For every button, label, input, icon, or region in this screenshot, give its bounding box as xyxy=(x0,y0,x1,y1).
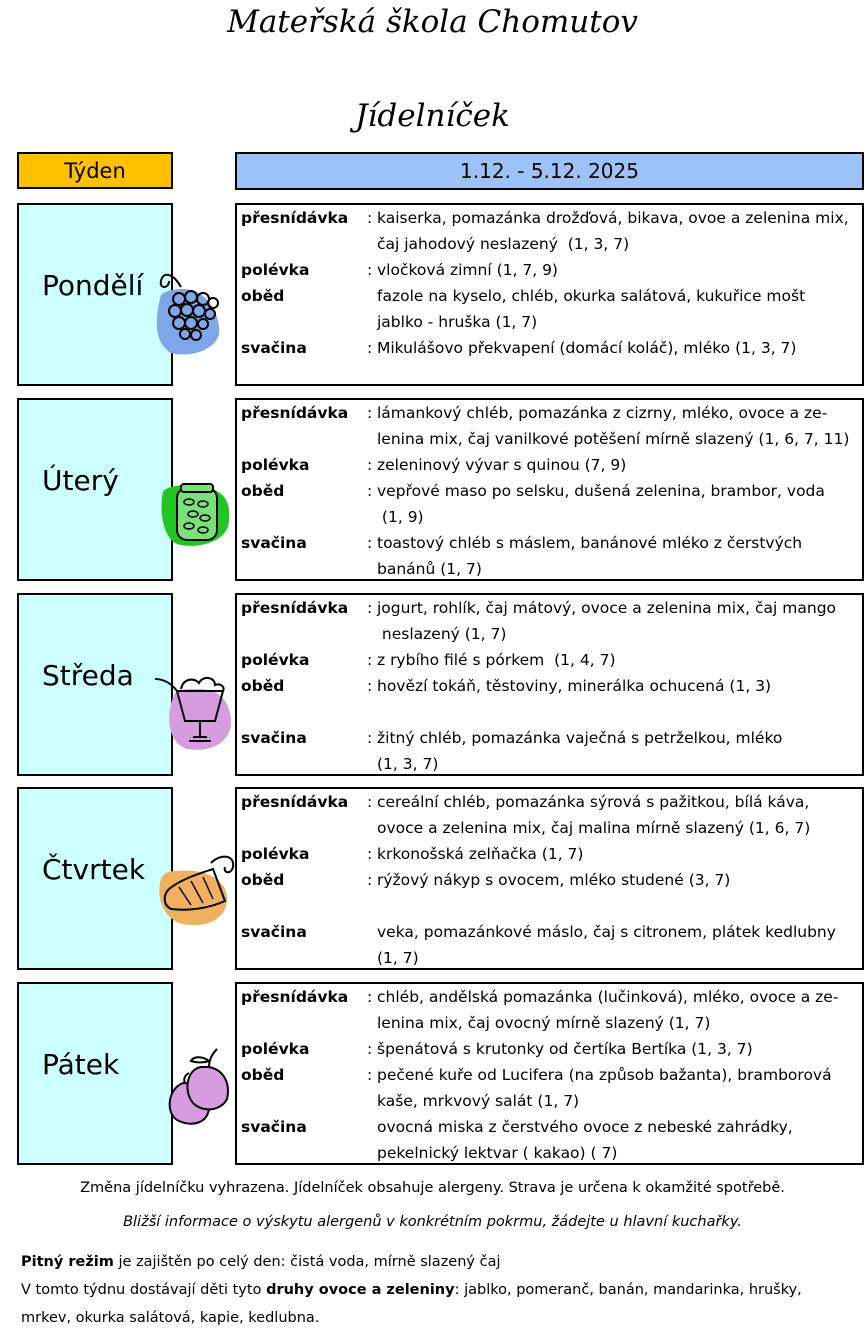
meal-text-line: rýžový nákyp s ovocem, mléko studené (3, 7) xyxy=(377,871,731,889)
meal-text xyxy=(377,789,860,841)
day-1-menu xyxy=(235,203,864,386)
meal-label: polévka xyxy=(241,456,310,474)
meal-text-line: chléb, andělská pomazánka (lučinková), mléko, ovoce a ze- xyxy=(377,988,839,1006)
meal-text-line: fazole na kyselo, chléb, okurka salátová, kukuřice mošt xyxy=(377,287,806,305)
meal-label: přesnídávka xyxy=(241,599,349,617)
meal-colon: : xyxy=(367,871,373,889)
day-5-menu xyxy=(235,982,864,1165)
day-1-box xyxy=(17,203,173,386)
meal-colon: : xyxy=(367,456,373,474)
meal-colon: : xyxy=(367,651,373,669)
meal-text-line: (1, 9) xyxy=(377,508,424,526)
meal-label: svačina xyxy=(241,339,307,357)
drink-regime xyxy=(21,1254,501,1270)
meal-text-line: lenina mix, čaj ovocný mírně slazený (1, 7) xyxy=(377,1014,711,1032)
day-4-menu xyxy=(235,787,864,970)
meal-text-line: jablko - hruška (1, 7) xyxy=(377,313,538,331)
jar-icon xyxy=(157,480,237,554)
meal-text-line: ovoce a zelenina mix, čaj malina mírně slazený (1, 6, 7) xyxy=(377,819,811,837)
meal-colon: : xyxy=(367,729,373,747)
meal-text xyxy=(377,205,860,257)
day-4-box xyxy=(17,787,173,970)
meal-text-line: zeleninový vývar s quinou (7, 9) xyxy=(377,456,627,474)
meal-label: oběd xyxy=(241,1066,285,1084)
meal-label: svačina xyxy=(241,534,307,552)
meal-colon: : xyxy=(367,793,373,811)
meal-text xyxy=(377,1036,860,1062)
meal-text-line: z rybího filé s pórkem (1, 4, 7) xyxy=(377,651,616,669)
meal-colon: : xyxy=(367,404,373,422)
meal-text xyxy=(377,283,860,335)
meal-text-line: ovocná miska z čerstvého ovoce z nebeské zahrádky, xyxy=(377,1118,793,1136)
day-name: Čtvrtek xyxy=(42,853,146,886)
fruit-prefix: V tomto týdnu dostávají děti tyto xyxy=(21,1282,267,1298)
meal-text-line: vločková zimní (1, 7, 9) xyxy=(377,261,558,279)
meal-text-line: lámankový chléb, pomazánka z cizrny, mléko, ovoce a ze- xyxy=(377,404,828,422)
meal-text-line: (1, 7) xyxy=(377,949,419,967)
week-label: Týden xyxy=(17,152,173,189)
meal-text xyxy=(377,400,860,452)
meal-text xyxy=(377,452,860,478)
meal-text xyxy=(377,673,860,699)
meal-text-line: jogurt, rohlík, čaj mátový, ovoce a zelenina mix, čaj mango xyxy=(377,599,837,617)
meal-colon: : xyxy=(367,482,373,500)
school-name: Mateřská škola Chomutov xyxy=(227,4,638,40)
meal-text xyxy=(377,1062,860,1114)
meal-text xyxy=(377,530,860,582)
day-5-box xyxy=(17,982,173,1165)
meal-text-line: lenina mix, čaj vanilkové potěšení mírně slazený (1, 6, 7, 11) xyxy=(377,430,850,448)
meal-label: oběd xyxy=(241,482,285,500)
meal-text-line: kaše, mrkvový salát (1, 7) xyxy=(377,1092,580,1110)
menu-notice: Změna jídelníčku vyhrazena. Jídelníček obsahuje alergeny. Strava je určena k okamžité spotřebě. xyxy=(80,1180,785,1196)
meal-label: svačina xyxy=(241,1118,307,1136)
meal-text-line: banánů (1, 7) xyxy=(377,560,482,578)
meal-text-line: kaiserka, pomazánka drožďová, bikava, ovoe a zelenina mix, xyxy=(377,209,849,227)
meal-label: přesnídávka xyxy=(241,209,349,227)
day-2-box xyxy=(17,398,173,581)
meal-text xyxy=(377,257,860,283)
cornucopia-icon xyxy=(151,849,241,933)
day-name: Středa xyxy=(42,659,134,692)
apples-icon xyxy=(153,1039,243,1133)
meal-text xyxy=(377,1114,860,1166)
meal-colon: : xyxy=(367,988,373,1006)
meal-text-line: pekelnický lektvar ( kakao) ( 7) xyxy=(377,1144,618,1162)
sundae-icon xyxy=(153,673,243,757)
meal-text xyxy=(377,335,860,361)
meal-label: přesnídávka xyxy=(241,793,349,811)
meal-colon: : xyxy=(367,261,373,279)
meal-text-line: špenátová s krutonky od čertíka Bertíka (1, 3, 7) xyxy=(377,1040,753,1058)
meal-text xyxy=(377,647,860,673)
day-name: Úterý xyxy=(42,464,119,497)
page-title: Jídelníček xyxy=(355,98,510,134)
meal-colon: : xyxy=(367,1066,373,1084)
fruit-info-line2: mrkev, okurka salátová, kapie, kedlubna. xyxy=(21,1310,320,1326)
meal-text xyxy=(377,595,860,647)
meal-text xyxy=(377,478,860,530)
week-range: 1.12. - 5.12. 2025 xyxy=(235,152,864,190)
meal-text-line: (1, 3, 7) xyxy=(377,755,439,773)
meal-colon: : xyxy=(367,599,373,617)
meal-colon: : xyxy=(367,339,373,357)
drink-regime-text: je zajištěn po celý den: čistá voda, mírně slazený čaj xyxy=(113,1254,501,1270)
meal-text-line: hovězí tokáň, těstoviny, minerálka ochucená (1, 3) xyxy=(377,677,772,695)
meal-text-line: veka, pomazánkové máslo, čaj s citronem, plátek kedlubny xyxy=(377,923,836,941)
meal-colon: : xyxy=(367,534,373,552)
day-name: Pátek xyxy=(42,1048,120,1081)
meal-label: oběd xyxy=(241,871,285,889)
meal-text-line: neslazený (1, 7) xyxy=(377,625,507,643)
meal-text-line: krkonošská zelňačka (1, 7) xyxy=(377,845,584,863)
day-3-box xyxy=(17,593,173,776)
meal-text-line: toastový chléb s máslem, banánové mléko z čerstvých xyxy=(377,534,803,552)
meal-text xyxy=(377,919,860,971)
fruit-label: druhy ovoce a zeleniny xyxy=(266,1282,455,1298)
meal-label: přesnídávka xyxy=(241,988,349,1006)
meal-text-line: Mikulášovo překvapení (domácí koláč), mléko (1, 3, 7) xyxy=(377,339,797,357)
meal-label: polévka xyxy=(241,845,310,863)
fruit-info xyxy=(21,1282,802,1298)
allergen-info: Bližší informace o výskytu alergenů v konkrétním pokrmu, žádejte u hlavní kuchařky. xyxy=(123,1214,742,1230)
meal-label: oběd xyxy=(241,287,285,305)
meal-label: přesnídávka xyxy=(241,404,349,422)
meal-label: svačina xyxy=(241,729,307,747)
meal-text-line: vepřové maso po selsku, dušená zelenina, brambor, voda xyxy=(377,482,825,500)
fruit-list: : jablko, pomeranč, banán, mandarinka, hrušky, xyxy=(454,1282,802,1298)
meal-label: polévka xyxy=(241,651,310,669)
meal-text xyxy=(377,841,860,867)
meal-text-line: cereální chléb, pomazánka sýrová s pažitkou, bílá káva, xyxy=(377,793,810,811)
meal-colon: : xyxy=(367,845,373,863)
meal-colon: : xyxy=(367,677,373,695)
meal-colon: : xyxy=(367,209,373,227)
grapes-icon xyxy=(153,267,233,361)
meal-text xyxy=(377,984,860,1036)
meal-label: oběd xyxy=(241,677,285,695)
meal-label: polévka xyxy=(241,1040,310,1058)
meal-text-line: čaj jahodový neslazený (1, 3, 7) xyxy=(377,235,630,253)
meal-text xyxy=(377,725,860,777)
meal-text-line: žitný chléb, pomazánka vaječná s petrželkou, mléko xyxy=(377,729,783,747)
meal-colon: : xyxy=(367,1040,373,1058)
day-2-menu xyxy=(235,398,864,581)
day-3-menu xyxy=(235,593,864,776)
meal-text xyxy=(377,867,860,893)
meal-text-line: pečené kuře od Lucifera (na způsob bažanta), bramborová xyxy=(377,1066,832,1084)
drink-regime-label: Pitný režim xyxy=(21,1254,114,1270)
day-name: Pondělí xyxy=(42,269,144,302)
meal-label: svačina xyxy=(241,923,307,941)
meal-label: polévka xyxy=(241,261,310,279)
